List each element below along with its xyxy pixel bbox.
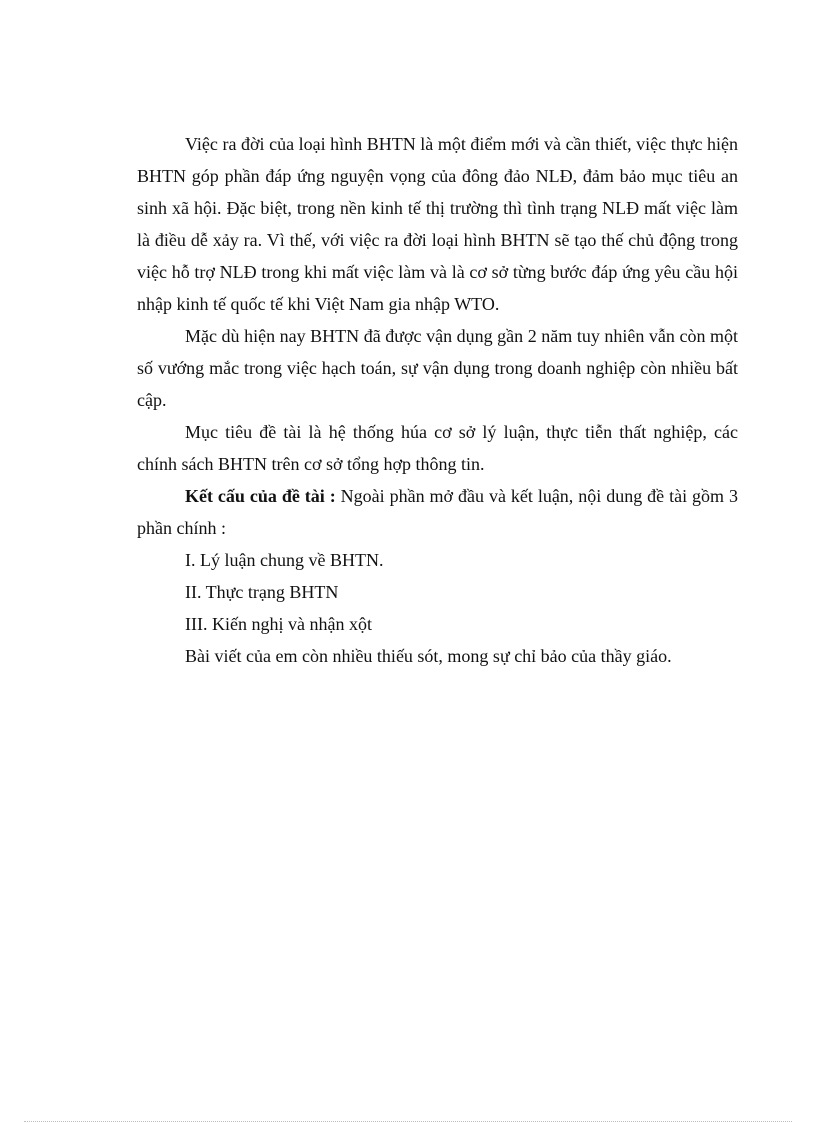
structure-text: Ngoài phần mở đầu và kết luận, nội dung đề tài gồm 3 phần chính :: [137, 486, 738, 538]
intro-paragraph: Việc ra đời của loại hình BHTN là một điểm mới và cần thiết, việc thực hiện BHTN góp phần đáp ứng nguyện vọng của đông đảo NLĐ, đảm bảo mục tiêu an sinh xã hội. Đặc biệt, trong nền kinh tế thị trường thì tình trạng NLĐ mất việc làm là điều dễ xảy ra. Vì thế, với việc ra đời loại hình BHTN sẽ tạo thế chủ động trong việc hỗ trợ NLĐ trong khi mất việc làm và là cơ sở từng bước đáp ứng yêu cầu hội nhập kinh tế quốc tế khi Việt Nam gia nhập WTO.: [137, 134, 738, 314]
section-item-2: II. Thực trạng BHTN: [185, 582, 339, 602]
structure-paragraph: [137, 480, 738, 544]
closing-paragraph: Bài viết của em còn nhiều thiếu sót, mong sự chỉ bảo của thầy giáo.: [185, 646, 672, 666]
objective-paragraph: Mục tiêu đề tài là hệ thống húa cơ sở lý luận, thực tiễn thất nghiệp, các chính sách BHTN trên cơ sở tổng hợp thông tin.: [137, 422, 738, 474]
document-body: [137, 128, 738, 672]
status-paragraph: Mặc dù hiện nay BHTN đã được vận dụng gần 2 năm tuy nhiên vẫn còn một số vướng mắc trong việc hạch toán, sự vận dụng trong doanh nghiệp còn nhiều bất cập.: [137, 326, 738, 410]
structure-label: Kết cấu của đề tài :: [185, 486, 336, 506]
page-bottom-divider: [24, 1121, 792, 1122]
section-item-3: III. Kiến nghị và nhận xột: [185, 614, 372, 634]
section-item-1: I. Lý luận chung về BHTN.: [185, 550, 384, 570]
